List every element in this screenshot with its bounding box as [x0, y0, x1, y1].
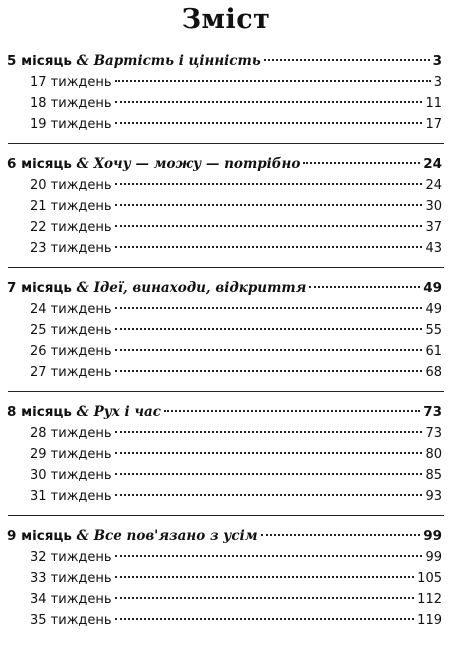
toc-section-month-6 [0, 154, 452, 259]
ampersand-ornament: & [76, 156, 89, 172]
dot-leader [115, 318, 423, 330]
toc-entry-month[interactable] [0, 278, 452, 299]
page-number: 24 [425, 178, 442, 193]
ampersand-ornament: & [76, 404, 89, 420]
month-label [0, 526, 258, 547]
toc-entry-month[interactable] [0, 51, 452, 72]
month-number: 8 місяць [7, 404, 72, 420]
week-label: 19 тиждень [30, 117, 112, 132]
toc-entry-week[interactable] [0, 238, 452, 259]
page-number: 3 [432, 53, 442, 69]
dot-leader [115, 608, 415, 620]
dot-leader [115, 215, 423, 227]
toc-entry-month[interactable] [0, 402, 452, 423]
toc-entry-week[interactable] [0, 444, 452, 465]
page-number: 93 [425, 489, 442, 504]
month-number: 5 місяць [7, 53, 72, 69]
month-label [0, 154, 300, 175]
page-number: 37 [425, 220, 442, 235]
page-number: 24 [423, 156, 442, 172]
page-number: 61 [425, 344, 442, 359]
dot-leader [261, 524, 421, 536]
toc-entry-week[interactable] [0, 320, 452, 341]
page-title: Зміст [181, 4, 271, 35]
toc-section-month-9 [0, 526, 452, 631]
dot-leader [115, 112, 423, 124]
table-of-contents [0, 50, 452, 631]
toc-entry-week[interactable] [0, 93, 452, 114]
dot-leader [115, 545, 423, 557]
dot-leader [115, 194, 423, 206]
dot-leader [303, 152, 420, 164]
section-divider [8, 267, 444, 268]
week-label: 22 тиждень [30, 220, 112, 235]
page-number: 85 [425, 468, 442, 483]
dot-leader [115, 566, 415, 578]
section-divider [8, 143, 444, 144]
week-label: 24 тиждень [30, 302, 112, 317]
dot-leader [164, 400, 420, 412]
month-theme: Рух і час [93, 404, 161, 420]
toc-section-month-8 [0, 402, 452, 507]
week-label: 33 тиждень [30, 571, 112, 586]
page-number: 49 [423, 280, 442, 296]
toc-entry-week[interactable] [0, 465, 452, 486]
week-label: 25 тиждень [30, 323, 112, 338]
toc-entry-week[interactable] [0, 72, 452, 93]
dot-leader [115, 587, 415, 599]
page-number: 43 [425, 241, 442, 256]
week-label: 26 тиждень [30, 344, 112, 359]
dot-leader [115, 70, 431, 82]
section-divider [8, 391, 444, 392]
dot-leader [115, 339, 423, 351]
page-number: 73 [423, 404, 442, 420]
page-number: 99 [425, 550, 442, 565]
toc-entry-week[interactable] [0, 568, 452, 589]
dot-leader [115, 421, 423, 433]
dot-leader [115, 484, 423, 496]
week-label: 20 тиждень [30, 178, 112, 193]
week-label: 31 тиждень [30, 489, 112, 504]
month-theme: Все пов'язано з усім [93, 528, 258, 544]
week-label: 34 тиждень [30, 592, 112, 607]
month-theme: Ідеї, винаходи, відкриття [93, 280, 307, 296]
toc-entry-month[interactable] [0, 154, 452, 175]
page-number: 30 [425, 199, 442, 214]
page-number: 99 [423, 528, 442, 544]
dot-leader [115, 91, 423, 103]
dot-leader [115, 236, 423, 248]
week-label: 29 тиждень [30, 447, 112, 462]
week-label: 28 тиждень [30, 426, 112, 441]
toc-entry-week[interactable] [0, 589, 452, 610]
toc-entry-week[interactable] [0, 299, 452, 320]
ampersand-ornament: & [76, 280, 89, 296]
dot-leader [115, 463, 423, 475]
dot-leader [309, 276, 420, 288]
week-label: 18 тиждень [30, 96, 112, 111]
week-label: 23 тиждень [30, 241, 112, 256]
page-number: 17 [425, 117, 442, 132]
toc-entry-week[interactable] [0, 196, 452, 217]
dot-leader [115, 297, 423, 309]
dot-leader [115, 442, 423, 454]
page-number: 80 [425, 447, 442, 462]
week-label: 32 тиждень [30, 550, 112, 565]
week-label: 30 тиждень [30, 468, 112, 483]
month-label [0, 278, 306, 299]
page-number: 112 [417, 592, 442, 607]
toc-entry-week[interactable] [0, 423, 452, 444]
page-number: 68 [425, 365, 442, 380]
ampersand-ornament: & [76, 53, 89, 69]
page-number: 55 [425, 323, 442, 338]
page-number: 3 [433, 75, 442, 90]
page-number: 73 [425, 426, 442, 441]
toc-section-month-7 [0, 278, 452, 383]
week-label: 21 тиждень [30, 199, 112, 214]
section-divider [8, 515, 444, 516]
week-label: 27 тиждень [30, 365, 112, 380]
toc-entry-week[interactable] [0, 547, 452, 568]
toc-entry-week[interactable] [0, 341, 452, 362]
dot-leader [264, 49, 430, 61]
page-number: 119 [417, 613, 442, 628]
toc-entry-week[interactable] [0, 362, 452, 383]
toc-entry-week[interactable] [0, 217, 452, 238]
dot-leader [115, 360, 423, 372]
toc-entry-week[interactable] [0, 175, 452, 196]
toc-entry-week[interactable] [0, 114, 452, 135]
month-number: 6 місяць [7, 156, 72, 172]
page-number: 105 [417, 571, 442, 586]
ampersand-ornament: & [76, 528, 89, 544]
page-number: 49 [425, 302, 442, 317]
month-number: 9 місяць [7, 528, 72, 544]
month-label [0, 402, 161, 423]
toc-section-month-5 [0, 51, 452, 135]
week-label: 17 тиждень [30, 75, 112, 90]
month-theme: Вартість і цінність [93, 53, 261, 69]
month-label [0, 51, 261, 72]
dot-leader [115, 173, 423, 185]
month-theme: Хочу — можу — потрібно [93, 156, 301, 172]
toc-entry-week[interactable] [0, 486, 452, 507]
toc-entry-month[interactable] [0, 526, 452, 547]
week-label: 35 тиждень [30, 613, 112, 628]
toc-entry-week[interactable] [0, 610, 452, 631]
month-number: 7 місяць [7, 280, 72, 296]
page-number: 11 [425, 96, 442, 111]
